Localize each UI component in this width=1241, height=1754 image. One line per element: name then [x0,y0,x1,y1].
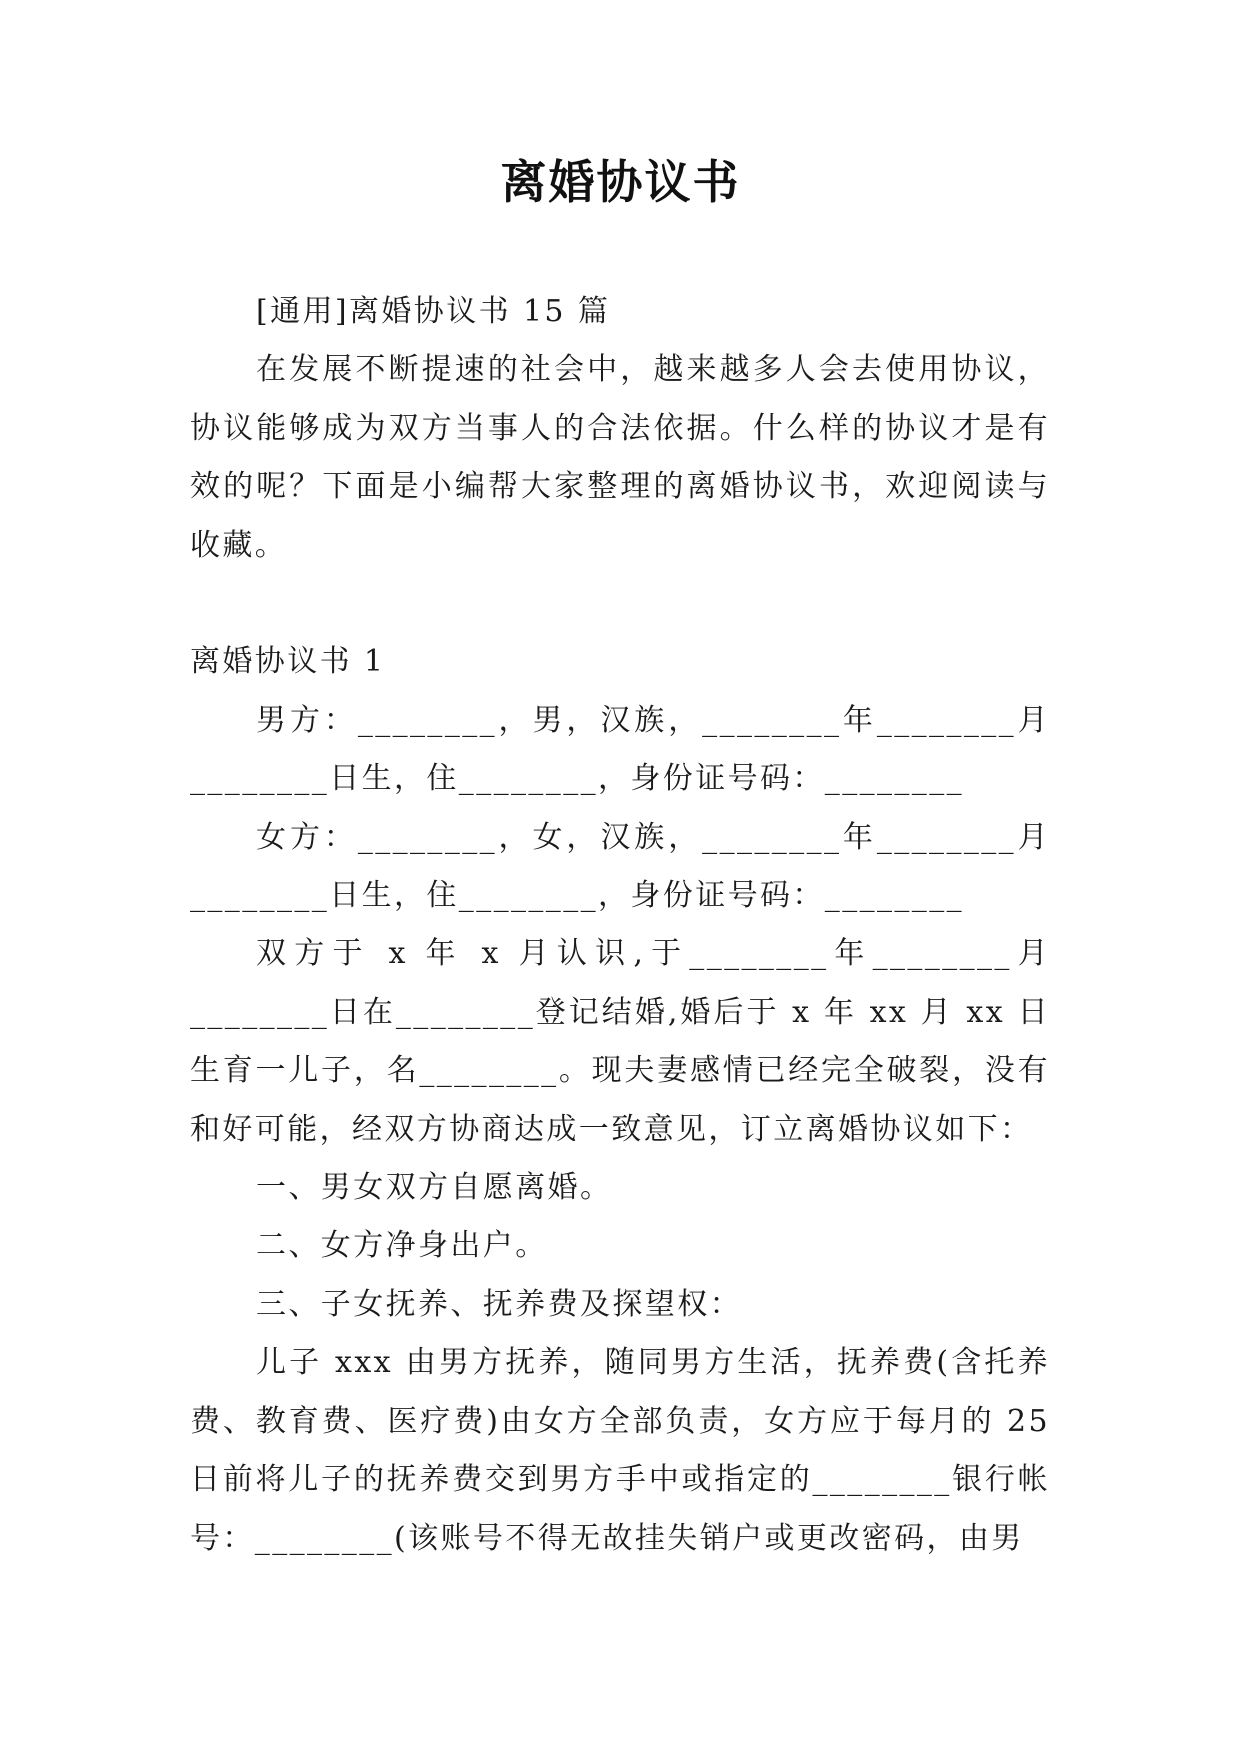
clause-1: 一、男女双方自愿离婚。 [256,1170,613,1206]
document-title: 离婚协议书 [500,155,741,209]
intro-paragraph: 在发展不断提速的社会中，越来越多人会去使用协议，协议能够成为双方当事人的合法依据。什么样的协议才是有效的呢？下面是小编帮大家整理的离婚协议书，欢迎阅读与收藏。 [190,352,1050,563]
section-heading: 离婚协议书 1 [190,644,386,680]
background-paragraph: 双方于 x 年 x 月认识,于________年________月________日在________登记结婚,婚后于 x 年 xx 月 xx 日生育一儿子，名________。现夫妻感情已经完全破裂，没有和好可能，经双方协商达成一致意见，订立离婚协议如下： [190,936,1050,1147]
female-party-paragraph: 女方：________，女，汉族，________年________月________日生，住________，身份证号码：________ [190,819,1050,914]
section-spacer [190,575,1050,633]
custody-paragraph: 儿子 xxx 由男方抚养，随同男方生活，抚养费(含托养费、教育费、医疗费)由女方全部负责，女方应于每月的 25 日前将儿子的抚养费交到男方手中或指定的________银行帐号：________(该账号不得无故挂失销户或更改密码，由男 [190,1345,1050,1556]
clause-3: 三、子女抚养、抚养费及探望权： [256,1286,742,1322]
subtitle-paragraph: [通用]离婚协议书 15 篇 [256,294,611,329]
male-party-paragraph: 男方：________，男，汉族，________年________月________日生，住________，身份证号码：________ [190,702,1050,797]
clause-2: 二、女方净身出户。 [256,1228,548,1264]
document-body [190,283,1050,1568]
